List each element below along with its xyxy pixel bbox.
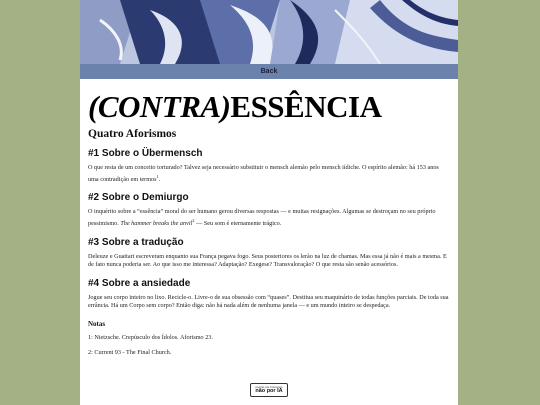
page-title xyxy=(88,91,450,122)
article-content xyxy=(80,91,458,356)
section-text-1: O que resta de um conceito torturado? Talvez seja necessário substituir o mensch alemão pelo mensch iídiche. O espírito alemão: há 153 anos uma contradição em termos$^1$. xyxy=(88,164,439,183)
badge-small-text: escrito por humanos xyxy=(255,384,283,389)
title-main-part: ESSÊNCIA xyxy=(230,89,382,124)
header-banner-image xyxy=(80,0,458,64)
note-item-2: 2: Current 93 - The Final Church. xyxy=(88,348,172,356)
top-nav-bar xyxy=(80,64,458,79)
section-heading-3: #3 Sobre a tradução xyxy=(88,236,184,248)
badge-big-text: não por IA xyxy=(255,387,283,394)
page-subtitle: Quatro Aforismos xyxy=(88,128,177,140)
section-text-4: Jogue seu corpo inteiro no lixo. Recicle-o. Livre-o de sua obsessão com “quases”. Destitua seu maquinário de todas funções parciais. De toda sua errância. Há um Corpo sem corpo? Então diga: não há nada além de nenhuma janela — e um mundo inteiro se despedaça. xyxy=(88,293,449,310)
section-text-3: Deleuze e Guattari escreveram enquanto sua França pegava fogo. Seus posteriores os lerão na luz de chamas. Mas essa já não é mais a mesma. E de fato nunca poderia ser. Ao que isso me interessa? Adaptação? Exegese? Transvaloração? O que resta são senão acessórios. xyxy=(88,252,447,269)
section-text-2: O inquérito sobre a “essência” moral do ser humano gerou diversas respostas — e muitas resignações. Algumas se destroçam no seu próprio pessimismo. The hammer breaks the anvil$^2$ — Seu som é eternamente trágico. xyxy=(88,208,436,227)
section-heading-2: #2 Sobre o Demiurgo xyxy=(88,192,189,204)
section-heading-4: #4 Sobre a ansiedade xyxy=(88,277,191,289)
not-by-ai-badge[interactable] xyxy=(250,383,288,397)
title-paren-part: (CONTRA) xyxy=(88,89,231,124)
footnote-ref-1[interactable]: 1 xyxy=(156,173,159,179)
back-link[interactable]: Back xyxy=(260,68,278,75)
note-item-1: 1: Nietzsche. Crepúsculo dos Ídolos. Aforismo 23. xyxy=(88,333,213,341)
page-container xyxy=(80,0,458,405)
notes-heading: Notas xyxy=(88,319,106,328)
footnote-ref-2[interactable]: 2 xyxy=(192,217,195,223)
quote-italic: The hammer breaks the anvil xyxy=(120,219,193,227)
section-heading-1: #1 Sobre o Übermensch xyxy=(88,148,203,159)
